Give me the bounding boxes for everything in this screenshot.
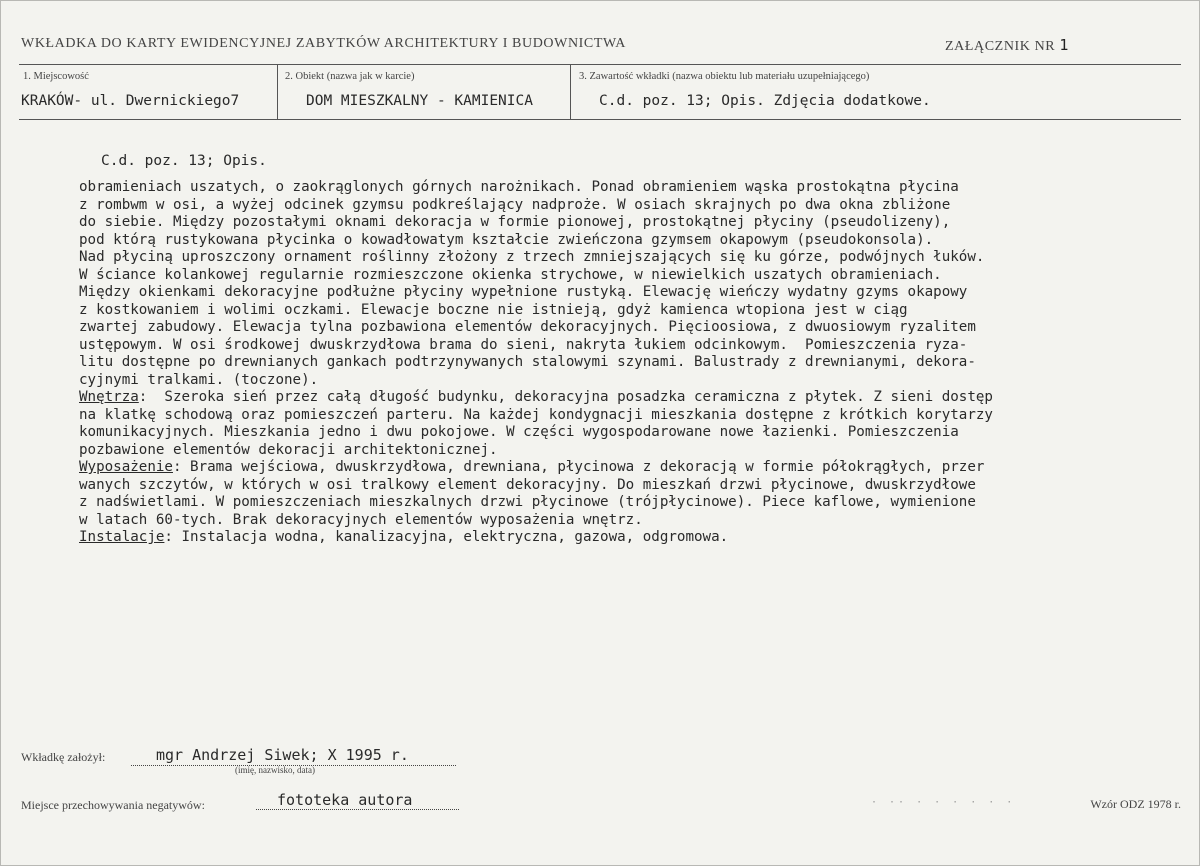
body-heading: C.d. poz. 13; Opis.: [101, 153, 267, 169]
header-bottom-rule: [19, 119, 1181, 120]
interior-label: Wnętrza: [79, 389, 139, 405]
field-divider-2: [570, 64, 571, 120]
negatives-label: Miejsce przechowywania negatywów:: [21, 798, 205, 812]
locality-value: KRAKÓW- ul. Dwernickiego7: [21, 93, 240, 109]
content-label: 3. Zawartość wkładki (nazwa obiektu lub materiału uzupełniającego): [579, 71, 870, 82]
founded-value: mgr Andrzej Siwek; X 1995 r.: [156, 746, 409, 764]
equipment-text: : Brama wejściowa, dwuskrzydłowa, drewniana, płycinowa z dekoracją w formie półokrągłych, przer wanych szczytów, w których w osi tralkowy element dekoracyjny. Do mieszkań drzwi płycinowe, dwuskrzydłowe z nadświetlami. W pomieszczeniach mieszkalnych drzwi płycinowe (trójpłycinowe). Piece kaflowe, wymienione w latach 60-tych. Brak dekoracyjnych elementów wyposażenia wnętrz.: [79, 459, 985, 528]
scan-artifact: · ·· · · · · · ·: [871, 797, 1016, 808]
form-number: Wzór ODZ 1978 r.: [1090, 797, 1181, 811]
locality-label: 1. Miejscowość: [23, 71, 89, 82]
annex-label: [945, 36, 1069, 55]
negatives-dotted-line: [256, 809, 459, 810]
installations-text: : Instalacja wodna, kanalizacyjna, elektryczna, gazowa, odgromowa.: [164, 529, 729, 545]
founded-hint: (imię, nazwisko, data): [235, 765, 315, 775]
card-title: WKŁADKA DO KARTY EWIDENCYJNEJ ZABYTKÓW ARCHITEKTURY I BUDOWNICTWA: [21, 36, 626, 51]
header-top-rule: [19, 64, 1181, 65]
object-label: 2. Obiekt (nazwa jak w karcie): [285, 71, 415, 82]
object-value: DOM MIESZKALNY - KAMIENICA: [306, 93, 533, 109]
description-body: [79, 179, 1189, 547]
equipment-label: Wyposażenie: [79, 459, 173, 475]
field-divider-1: [277, 64, 278, 120]
negatives-value: fototeka autora: [277, 791, 413, 809]
content-value: C.d. poz. 13; Opis. Zdjęcia dodatkowe.: [599, 93, 931, 109]
annex-label-text: ZAŁĄCZNIK NR: [945, 39, 1056, 54]
facade-description: obramieniach uszatych, o zaokrąglonych górnych narożnikach. Ponad obramieniem wąska prostokątna płycina z rombwm w osi, a wyżej odcinek gzymsu podkreślający nadproże. W osiach skrajnych po dwa okna zbliżone do siebie. Między pozostałymi oknami dekoracja w formie pionowej, prostokątnej płyciny (pseudolizeny), pod którą rustykowana płycinka o kowadłowatym kształcie zwieńczona gzymsem okapowym (pseudokonsola). Nad płyciną uproszczony ornament roślinny złożony z trzech zmniejszających się ku górze, podwójnych łuków. W ściance kolankowej regularnie rozmieszczone okienka strychowe, w niewielkich uszatych obramieniach. Między okienkami dekoracyjne podłużne płyciny wypełnione rustyką. Elewację wieńczy wydatny gzyms okapowy z kostkowaniem i wolimi oczkami. Elewacje boczne nie istnieją, gdyż kamienca wtopiona jest w ciąg zwartej zabudowy. Elewacja tylna pozbawiona elementów dekoracyjnych. Pięcioosiowa, z dwuosiowym ryzalitem ustępowym. W osi środkowej dwuskrzydłowa brama do sieni, nakryta łukiem odcinkowym. Pomieszczenia ryza- litu dostępne po drewnianych gankach podtrzynywanych stalowymi szynami. Balustrady z drewnianymi, dekora- cyjnymi tralkami. (toczone).: [79, 179, 985, 388]
installations-label: Instalacje: [79, 529, 165, 545]
interior-text: : Szeroka sień przez całą długość budynku, dekoracyjna posadzka ceramiczna z płytek. Z sieni dostęp na klatkę schodową oraz pomieszczeń parteru. Na każdej kondygnacji mieszkania dostępne z krótkich korytarzy komunikacyjnych. Mieszkania jedno i dwu pokojowe. W części wygospodarowane nowe łazienki. Pomieszczenia pozbawione elementów dekoracji architektonicznej.: [79, 389, 993, 458]
founded-label: Wkładkę założył:: [21, 750, 106, 764]
annex-number: 1: [1059, 36, 1069, 54]
